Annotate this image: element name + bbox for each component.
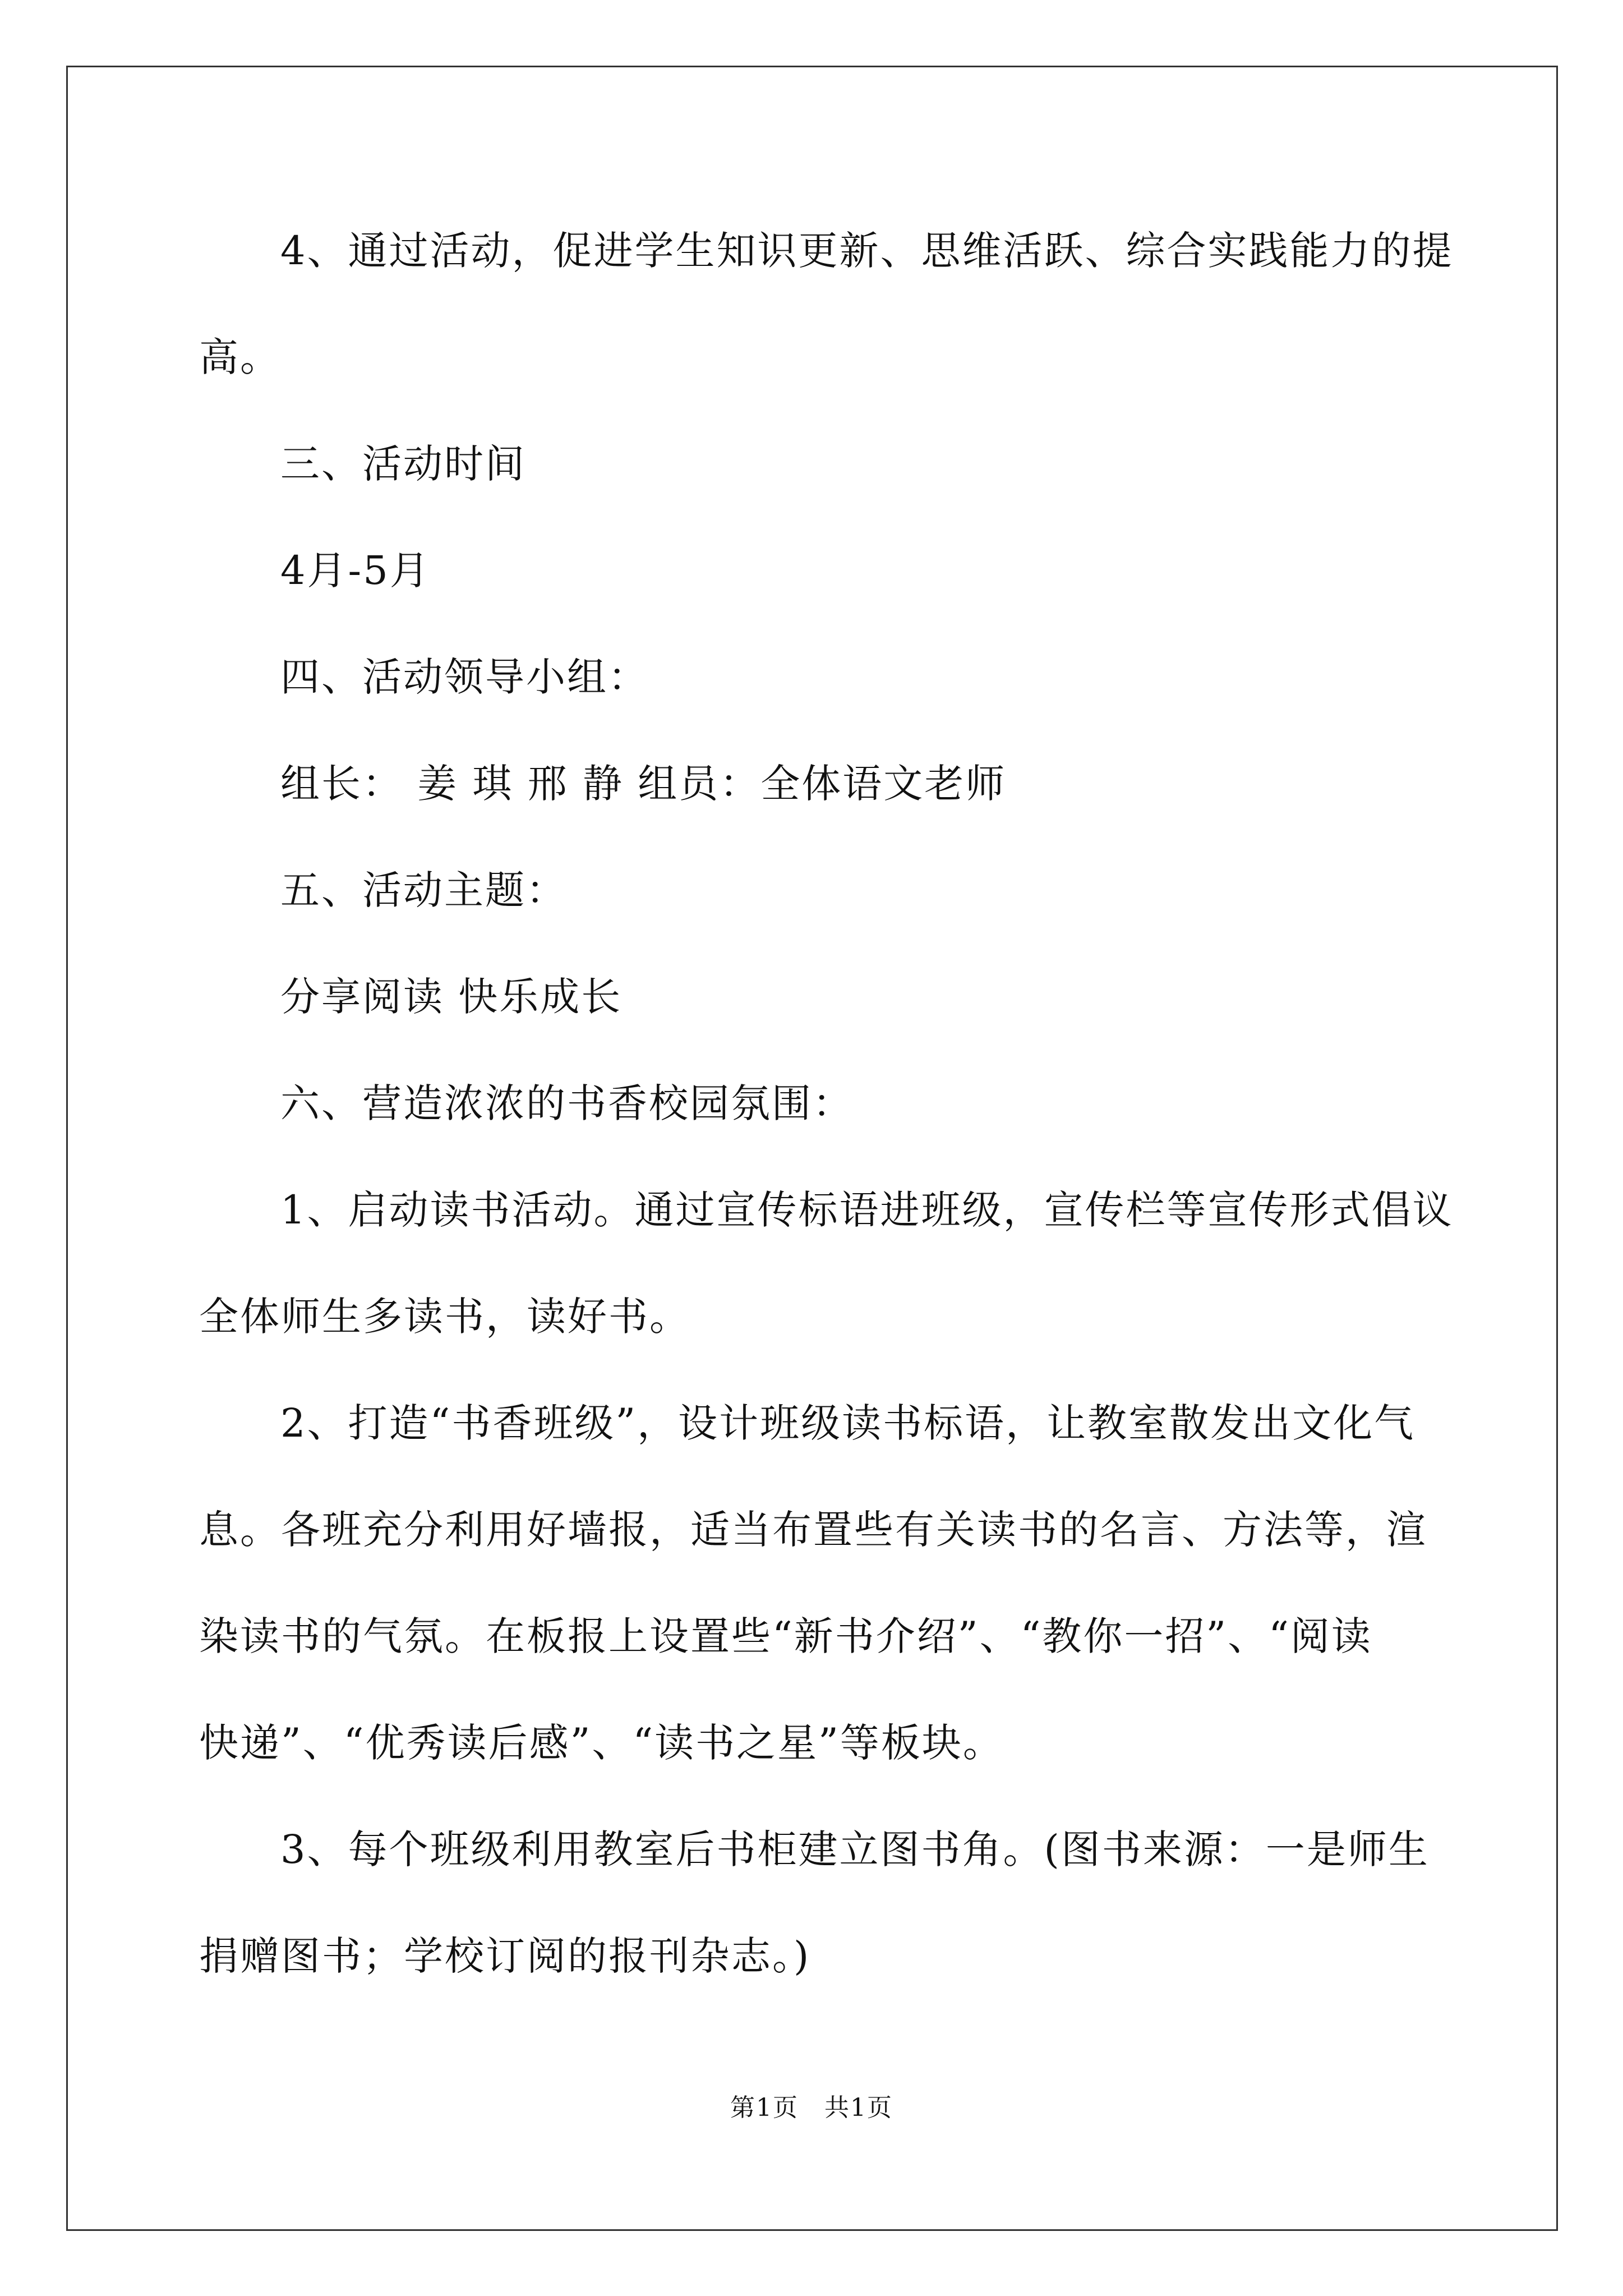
page-footer: 第1页 共1页 (730, 2093, 893, 2122)
text-line: 六、营造浓浓的书香校园氛围： (280, 1080, 854, 1126)
text-line: 全体师生多读书，读好书。 (199, 1294, 690, 1340)
text-line: 四、活动领导小组： (280, 654, 649, 700)
text-line: 快递”、“优秀读后感”、“读书之星”等板块。 (199, 1720, 1004, 1766)
text-line: 捐赠图书；学校订阅的报刊杂志。) (199, 1933, 811, 1979)
text-line: 分享阅读 快乐成长 (280, 974, 623, 1020)
text-line: 染读书的气氛。在板报上设置些“新书介绍”、“教你一招”、“阅读 (199, 1613, 1372, 1659)
text-line: 组长： 姜 琪 邢 静 组员：全体语文老师 (280, 761, 1007, 807)
text-line: 息。各班充分利用好墙报，适当布置些有关读书的名言、方法等，渲 (199, 1507, 1427, 1553)
text-line: 4、通过活动，促进学生知识更新、思维活跃、综合实践能力的提 (280, 228, 1454, 274)
text-line: 4月-5月 (280, 547, 431, 593)
text-line: 3、每个班级利用教室后书柜建立图书角。(图书来源：一是师生 (280, 1826, 1430, 1872)
page-border (66, 66, 1558, 2231)
text-line: 三、活动时间 (280, 441, 526, 487)
text-line: 2、打造“书香班级”，设计班级读书标语，让教室散发出文化气 (280, 1400, 1415, 1446)
text-line: 高。 (199, 334, 281, 380)
text-line: 1、启动读书活动。通过宣传标语进班级，宣传栏等宣传形式倡议 (280, 1187, 1454, 1233)
text-line: 五、活动主题： (280, 867, 567, 913)
